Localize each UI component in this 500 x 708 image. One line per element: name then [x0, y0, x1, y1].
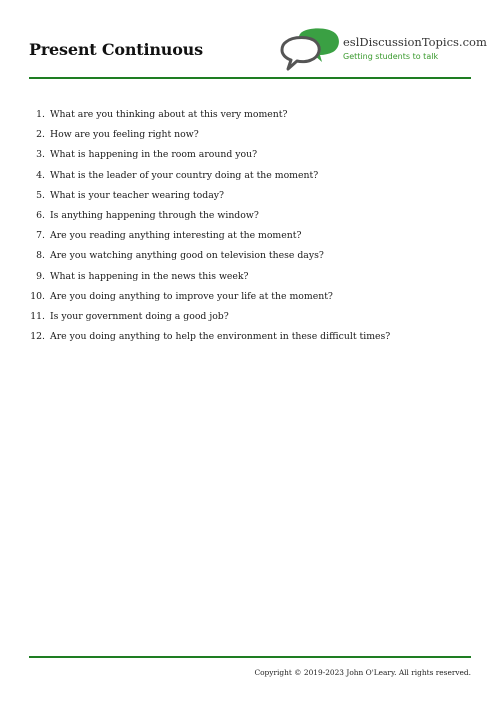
- item-number: 12.: [30, 331, 45, 343]
- item-number: 7.: [36, 230, 45, 242]
- item-text: Are you doing anything to help the environment in these difficult times?: [50, 331, 391, 343]
- item-number: 3.: [36, 149, 45, 161]
- list-item: [29, 166, 471, 186]
- item-text: Are you watching anything good on television these days?: [50, 250, 324, 262]
- footer-divider: [29, 656, 471, 658]
- list-item: [29, 145, 471, 165]
- question-list: [29, 105, 471, 347]
- item-text: How are you feeling right now?: [50, 129, 199, 141]
- brand-name: eslDiscussionTopics.com: [343, 35, 487, 49]
- item-text: Are you doing anything to improve your life at the moment?: [50, 290, 333, 302]
- item-number: 11.: [30, 310, 45, 322]
- speech-bubbles-icon: [280, 28, 342, 74]
- item-number: 4.: [36, 169, 45, 181]
- page-header: [29, 24, 487, 80]
- header-divider: [29, 77, 471, 79]
- item-text: Is your government doing a good job?: [50, 310, 229, 322]
- item-number: 5.: [36, 189, 45, 201]
- item-text: Are you reading anything interesting at the moment?: [50, 230, 302, 242]
- item-text: Is anything happening through the window?: [50, 209, 259, 221]
- list-item: [29, 226, 471, 246]
- list-item: [29, 287, 471, 307]
- item-number: 2.: [36, 129, 45, 141]
- item-text: What is happening in the room around you?: [50, 149, 258, 161]
- list-item: [29, 267, 471, 287]
- item-number: 6.: [36, 209, 45, 221]
- item-number: 10.: [30, 290, 45, 302]
- list-item: [29, 206, 471, 226]
- item-text: What is the leader of your country doing at the moment?: [50, 169, 319, 181]
- item-number: 8.: [36, 250, 45, 262]
- item-number: 9.: [36, 270, 45, 282]
- list-item: [29, 246, 471, 266]
- item-text: What are you thinking about at this very moment?: [50, 109, 288, 120]
- item-number: 1.: [36, 109, 45, 120]
- copyright-notice: Copyright © 2019-2023 John O'Leary. All rights reserved.: [254, 668, 471, 677]
- list-item: [29, 186, 471, 206]
- list-item: [29, 125, 471, 145]
- list-item: [29, 307, 471, 327]
- brand-logo: [280, 28, 487, 76]
- item-text: What is your teacher wearing today?: [50, 189, 224, 201]
- brand-tagline: Getting students to talk: [343, 52, 439, 61]
- list-item: [29, 105, 471, 125]
- page-title: Present Continuous: [29, 40, 203, 59]
- item-text: What is happening in the news this week?: [50, 270, 249, 282]
- list-item: [29, 327, 471, 347]
